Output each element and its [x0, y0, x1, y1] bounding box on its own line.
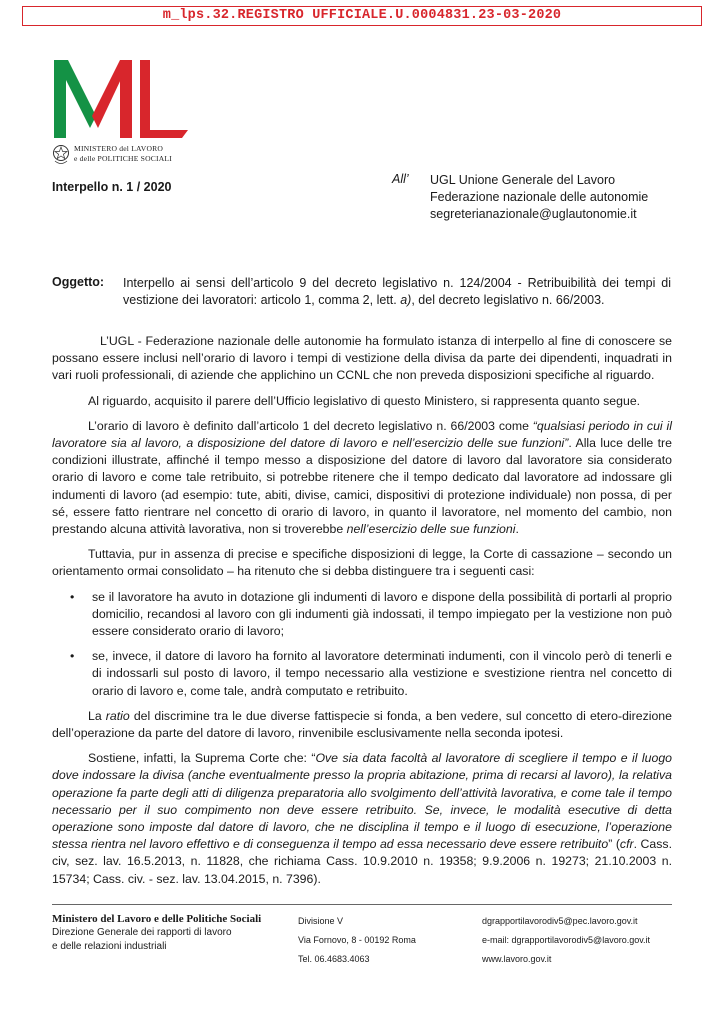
footer-ministry	[52, 912, 261, 954]
list-item: • se, invece, il datore di lavoro ha fornito al lavoratore determinati indumenti, con il vincolo però di tenerli e di indossarli sul posto di lavoro, il tempo necessario alla vestizione e svestizione rientra nel concetto di orario di lavoro e, come tale, andrà computato e retribuito.	[70, 649, 672, 698]
bullet: •	[70, 589, 75, 604]
paragraph: Tuttavia, pur in assenza di precise e specifiche disposizioni di legge, la Corte di cassazione – secondo un orientamento ormai consolidato – ha ritenuto che si debba distinguere tra i seguenti casi:	[52, 547, 672, 579]
footer-address	[298, 912, 416, 969]
case-list	[52, 589, 672, 700]
addressee-line: Federazione nazionale delle autonomie	[430, 190, 649, 204]
addressee-line: UGL Unione Generale del Lavoro	[430, 173, 616, 187]
ministry-logo	[48, 56, 198, 186]
subject-text: Interpello ai sensi dell’articolo 9 del decreto legislativo n. 124/2004 - Retribuibilità dei tempi di vestizione dei lavoratori: articolo 1, comma 2, lett. a), del decreto legislativo n. 66/2003.	[123, 276, 671, 307]
footer-dept-line: e delle relazioni industriali	[52, 941, 167, 952]
ml-logo-icon	[48, 56, 198, 146]
interpello-number: Interpello n. 1 / 2020	[52, 180, 172, 194]
list-item: • se il lavoratore ha avuto in dotazione gli indumenti di lavoro e dispone della possibilità di portarli al proprio domicilio, recandosi al lavoro con gli indumenti già indossati, il tempo impiegato per la vestizione non può essere considerato orario di lavoro;	[70, 589, 672, 639]
addressee-email[interactable]: segreterianazionale@uglautonomie.it	[430, 207, 637, 221]
ministry-name-line2: e delle POLITICHE SOCIALI	[74, 154, 173, 163]
bullet: •	[70, 649, 75, 664]
footer-division: Divisione V	[298, 916, 344, 926]
footer-pec[interactable]: dgrapportilavorodiv5@pec.lavoro.gov.it	[482, 916, 638, 926]
footer-email[interactable]: e-mail: dgrapportilavorodiv5@lavoro.gov.it	[482, 935, 651, 945]
footer-contacts	[482, 912, 650, 969]
paragraph: L’UGL - Federazione nazionale delle autonomie ha formulato istanza di interpello al fine di conoscere se possano essere inclusi nell’orario di lavoro i tempi di vestizione della divisa da parte dei dipendenti, inquadrati in vari ruoli professionali, di aziende che applichino un CCNL che non preveda disposizioni specifiche al riguardo.	[52, 334, 672, 383]
footer-divider	[52, 904, 672, 905]
subject-label: Oggetto:	[52, 275, 105, 289]
letter-body	[52, 333, 672, 896]
ministry-name-line1: MINISTERO del LAVORO	[74, 144, 164, 153]
emblem-icon	[52, 142, 70, 166]
footer-dept-line: Direzione Generale dei rapporti di lavoro	[52, 927, 232, 938]
paragraph: Sostiene, infatti, la Suprema Corte che: “Ove sia data facoltà al lavoratore di scegliere il tempo e il luogo dove indossare la divisa (anche eventualmente presso la propria abitazione, prima di recarsi al lavoro), la relativa operazione fa parte degli atti di diligenza preparatoria allo svolgimento dell’attività lavorativa, e come tale il tempo necessario per il suo compimento non deve essere retribuito. Se, invece, le modalità esecutive di detta operazione sono imposte dal datore di lavoro, che ne disciplina il tempo e il luogo di esecuzione, l’operazione stessa rientra nel lavoro effettivo e di conseguenza il tempo ad essa necessario deve essere retribuito” (cfr. Cass. civ, sez. lav. 16.5.2013, n. 11828, che richiama Cass. 10.9.2010 n. 19358; 9.9.2006 n. 19273; 21.10.2003 n. 15734; Cass. civ. - sez. lav. 13.04.2015, n. 7396).	[52, 751, 672, 886]
footer-ministry-name: Ministero del Lavoro e delle Politiche Sociali	[52, 913, 262, 925]
protocol-stamp: m_lps.32.REGISTRO UFFICIALE.U.0004831.23-03-2020	[22, 6, 702, 26]
footer-website-link[interactable]: www.lavoro.gov.it	[482, 954, 552, 964]
footer-phone: Tel. 06.4683.4063	[298, 954, 370, 964]
paragraph: Al riguardo, acquisito il parere dell’Ufficio legislativo di questo Ministero, si rappresenta quanto segue.	[88, 393, 641, 408]
footer-street: Via Fornovo, 8 - 00192 Roma	[298, 935, 416, 945]
paragraph: L’orario di lavoro è definito dall’articolo 1 del decreto legislativo n. 66/2003 come “qualsiasi periodo in cui il lavoratore sia al lavoro, a disposizione del datore di lavoro e nell’esercizio delle sue funzioni”. Alla luce delle tre condizioni illustrate, affinché il tempo messo a disposizione del datore di lavoro dal lavoratore sia considerato orario di lavoro e come tale retribuito, si potrebbe ritenere che il tempo dedicato dal lavoratore ad indossare gli indumenti di lavoro (ad esempio: tute, abiti, divise, camici, dispositivi di protezione individuale) non possa, di per sé, essere fatto rientrare nel concetto di orario di lavoro, in quanto il lavoratore, nel momento del cambio, non prestando alcuna attività lavorativa, non si troverebbe nell’esercizio delle sue funzioni.	[52, 418, 672, 537]
addressee-label: All’	[392, 172, 409, 186]
addressee-block	[430, 172, 648, 223]
paragraph: La ratio del discrimine tra le due diverse fattispecie si fonda, a ben vedere, sul concetto di etero-direzione dell’operazione da parte del datore di lavoro, rinvenibile esclusivamente nella seconda ipotesi.	[52, 708, 672, 741]
